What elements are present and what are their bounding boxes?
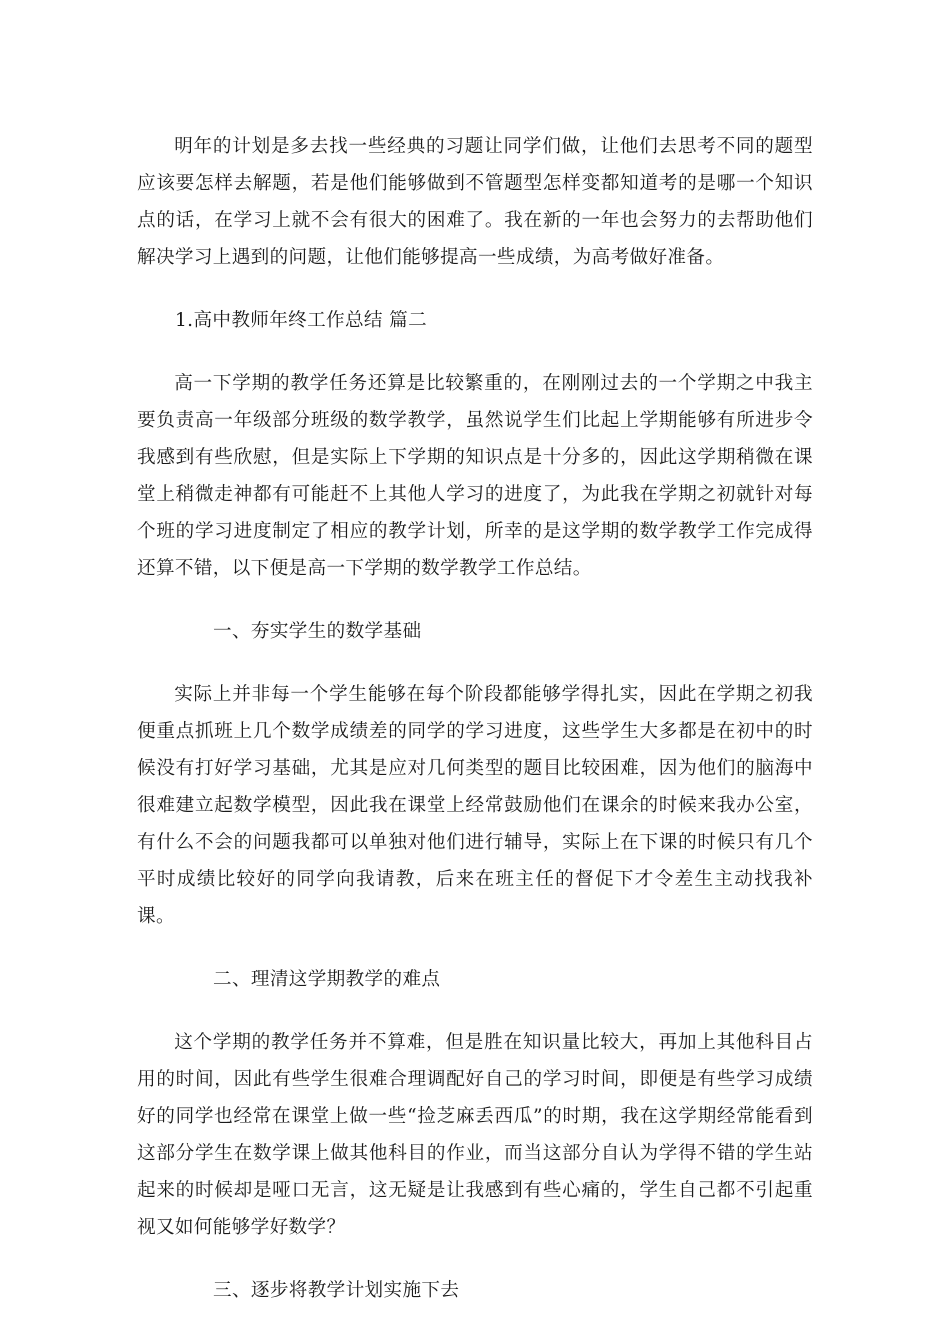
document-body <box>137 128 813 1309</box>
body-paragraph: 这个学期的教学任务并不算难，但是胜在知识量比较大，再加上其他科目占用的时间，因此有些学生很难合理调配好自己的学习时间，即便是有些学习成绩好的同学也经常在课堂上做一些“捡芝麻丢西瓜”的时期，我在这学期经常能看到这部分学生在数学课上做其他科目的作业，而当这部分自认为学得不错的学生站起来的时候却是哑口无言，这无疑是让我感到有些心痛的，学生自己都不引起重视又如何能够学好数学？ <box>137 1032 813 1238</box>
paragraph-spacer <box>137 650 813 676</box>
body-paragraph: 实际上并非每一个学生能够在每个阶段都能够学得扎实，因此在学期之初我便重点抓班上几个数学成绩差的同学的学习进度，这些学生大多都是在初中的时候没有打好学习基础，尤其是应对几何类型的题目比较困难，因为他们的脑海中很难建立起数学模型，因此我在课堂上经常鼓励他们在课余的时候来我办公室，有什么不会的问题我都可以单独对他们进行辅导，实际上在下课的时候只有几个平时成绩比较好的同学向我请教，后来在班主任的督促下才令差生主动找我补课。 <box>137 684 813 927</box>
paragraph-spacer <box>137 998 813 1024</box>
body-paragraph: 明年的计划是多去找一些经典的习题让同学们做，让他们去思考不同的题型应该要怎样去解题，若是他们能够做到不管题型怎样变都知道考的是哪一个知识点的话，在学习上就不会有很大的困难了。我在新的一年也会努力的去帮助他们解决学习上遇到的问题，让他们能够提高一些成绩，为高考做好准备。 <box>137 136 813 268</box>
section-heading: 一、夯实学生的数学基础 <box>213 621 422 642</box>
paragraph-spacer <box>137 935 813 961</box>
article-title: 1.高中教师年终工作总结 篇二 <box>175 310 428 331</box>
section-heading: 二、理清这学期教学的难点 <box>213 969 441 990</box>
body-paragraph: 高一下学期的教学任务还算是比较繁重的，在刚刚过去的一个学期之中我主要负责高一年级部分班级的数学教学，虽然说学生们比起上学期能够有所进步令我感到有些欣慰，但是实际上下学期的知识点是十分多的，因此这学期稍微在课堂上稍微走神都有可能赶不上其他人学习的进度了，为此我在学期之初就针对每个班的学习进度制定了相应的教学计划，所幸的是这学期的数学教学工作完成得还算不错，以下便是高一下学期的数学教学工作总结。 <box>137 373 813 579</box>
paragraph-spacer <box>137 1246 813 1272</box>
paragraph-spacer <box>137 587 813 613</box>
paragraph-spacer <box>137 339 813 365</box>
paragraph-spacer <box>137 276 813 302</box>
section-heading: 三、逐步将教学计划实施下去 <box>213 1280 460 1301</box>
